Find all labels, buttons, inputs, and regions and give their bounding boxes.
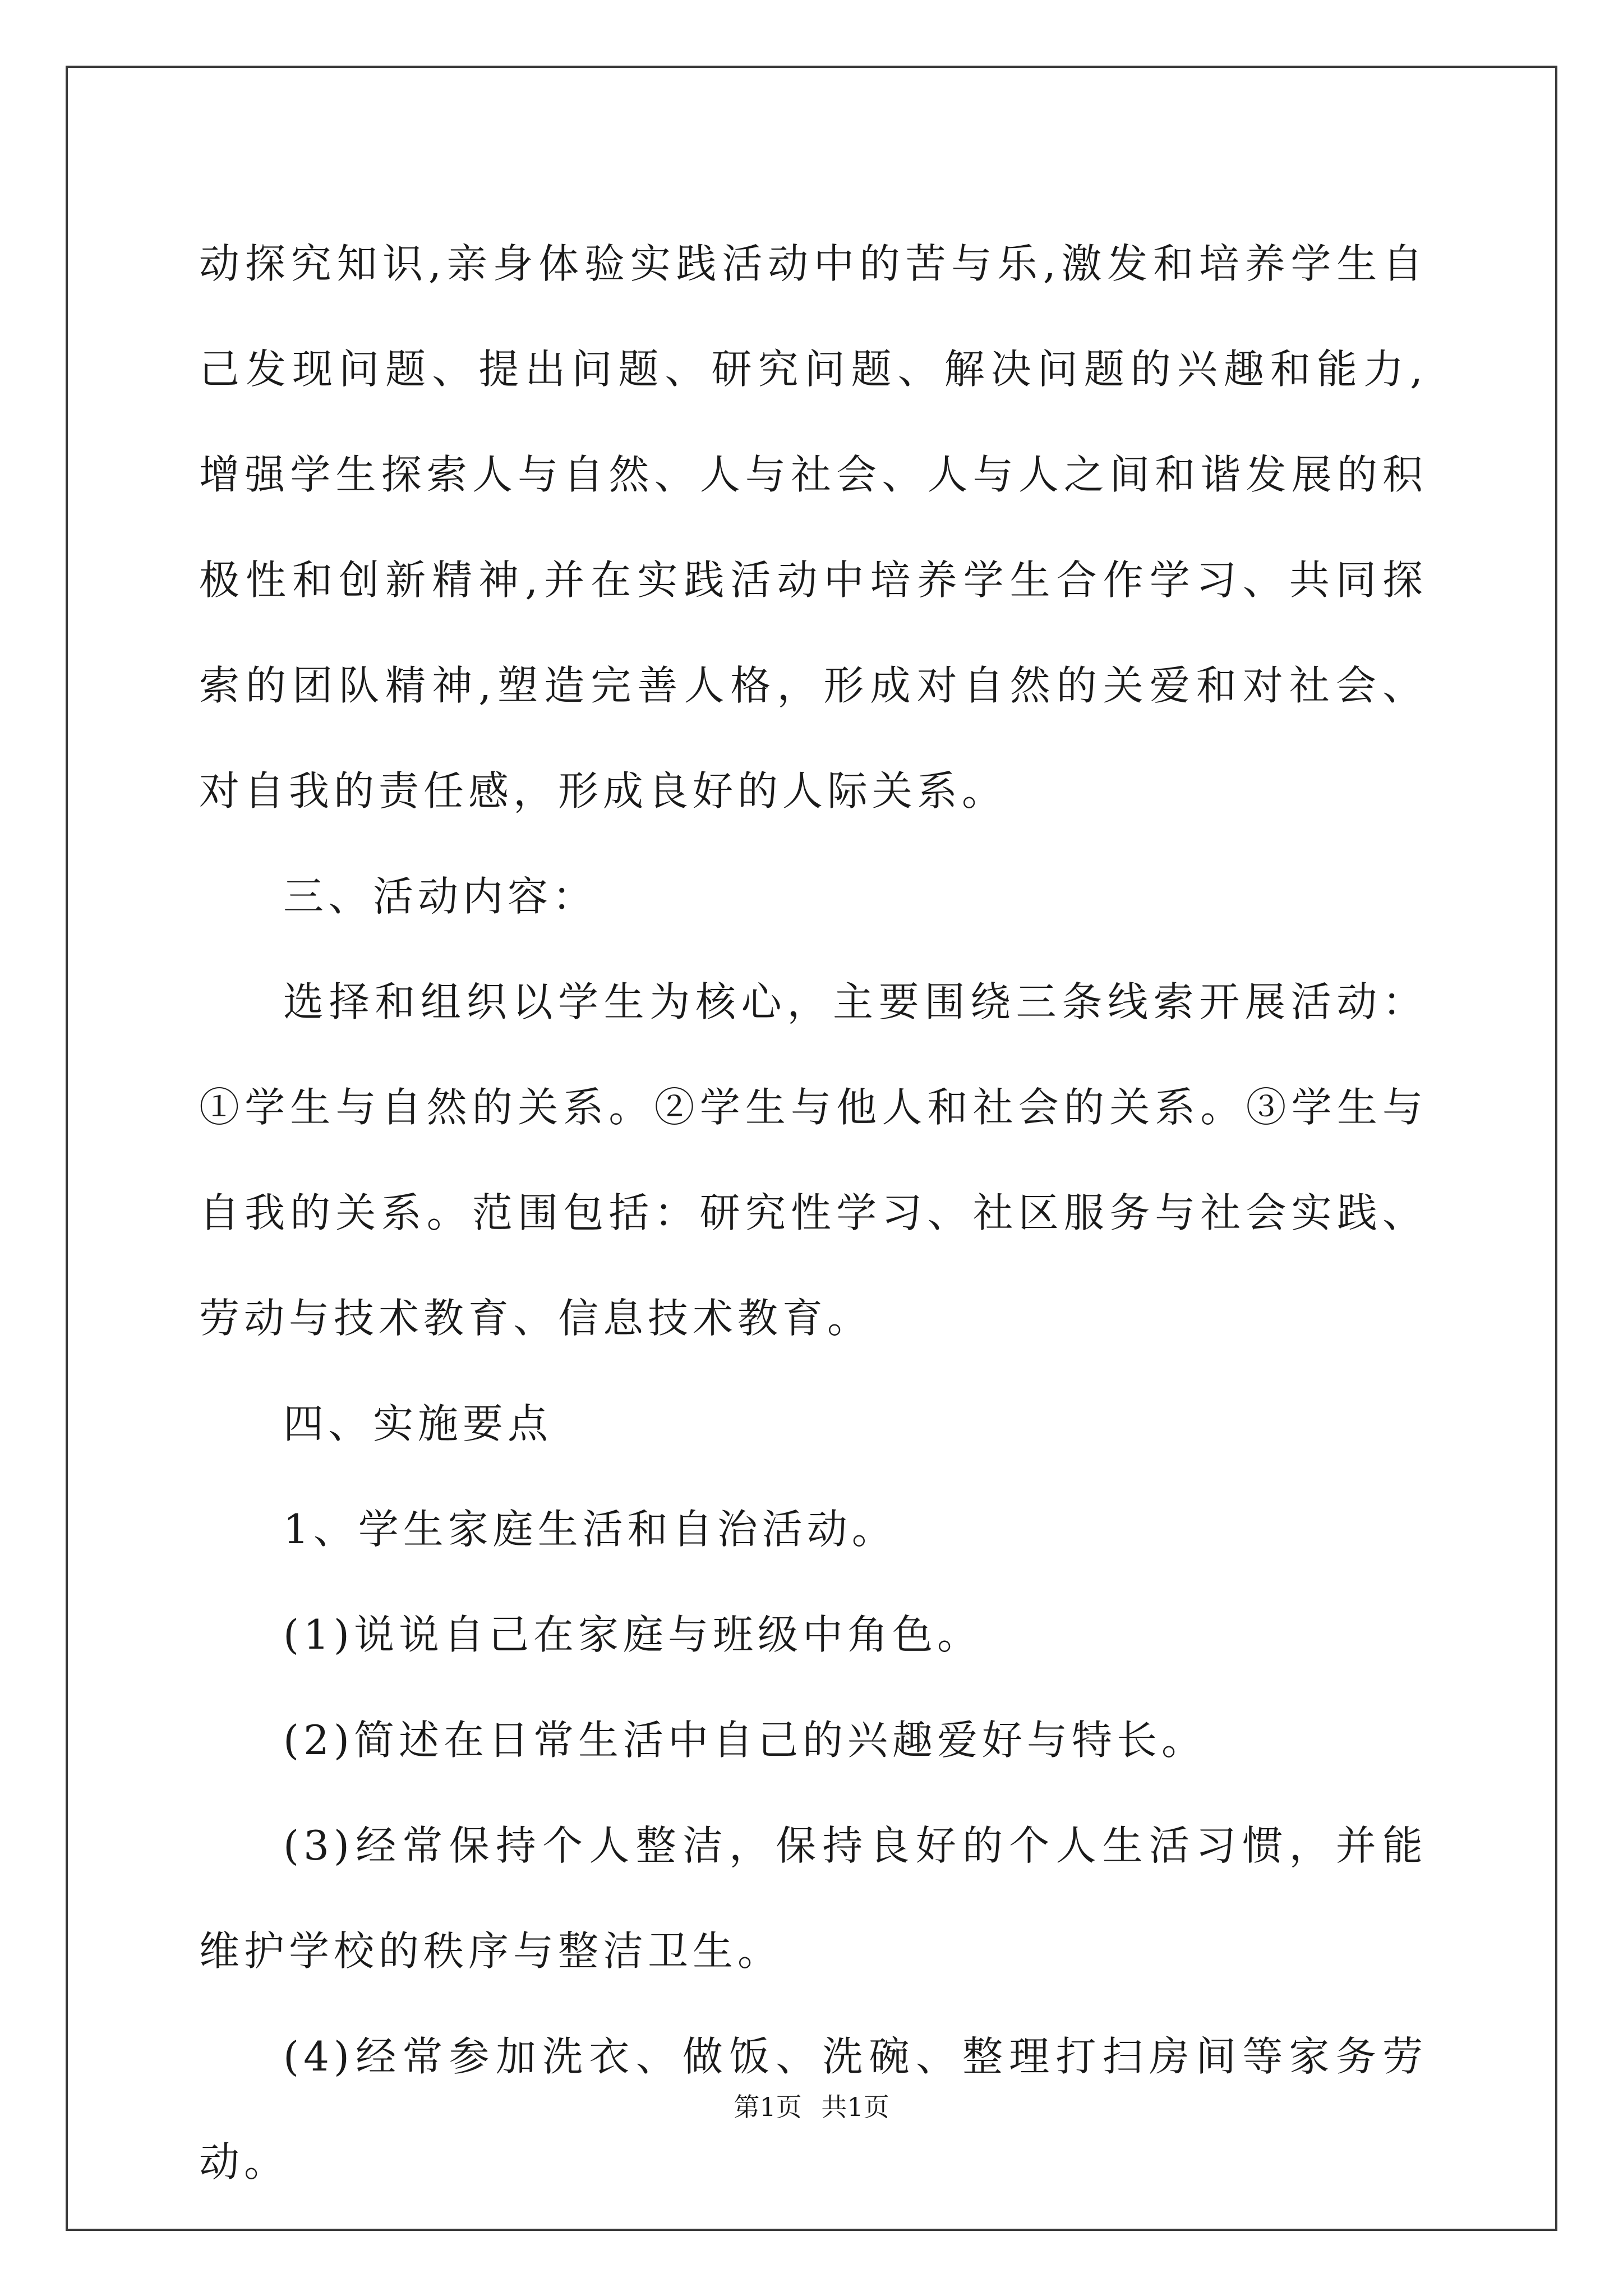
document-body bbox=[199, 211, 1427, 2215]
page-footer bbox=[0, 2087, 1623, 2124]
subheading-family-life: 1、学生家庭生活和自治活动。 bbox=[283, 1506, 897, 1553]
list-item-4: (4)经常参加洗衣、做饭、洗碗、整理打扫房间等家务劳动。 bbox=[199, 2033, 1427, 2185]
section-heading-activity-content: 三、活动内容： bbox=[283, 873, 598, 920]
section-heading-implementation-points: 四、实施要点 bbox=[283, 1400, 553, 1447]
list-item-3: (3)经常保持个人整洁，保持良好的个人生活习惯，并能维护学校的秩序与整洁卫生。 bbox=[199, 1822, 1427, 1975]
list-item-2: (2)简述在日常生活中自己的兴趣爱好与特长。 bbox=[283, 1717, 1206, 1764]
paragraph-intro-continued: 动探究知识,亲身体验实践活动中的苦与乐,激发和培养学生自己发现问题、提出问题、研究问题、解决问题的兴趣和能力,增强学生探索人与自然、人与社会、人与人之间和谐发展的积极性和创新精神,并在实践活动中培养学生合作学习、共同探索的团队精神,塑造完善人格，形成对自然的关爱和对社会、对自我的责任感，形成良好的人际关系。 bbox=[199, 240, 1427, 815]
page-number: 第1页 bbox=[734, 2092, 802, 2122]
paragraph-activity-content: 选择和组织以学生为核心，主要围绕三条线索开展活动：①学生与自然的关系。②学生与他人和社会的关系。③学生与自我的关系。范围包括：研究性学习、社区服务与社会实践、劳动与技术教育、信息技术教育。 bbox=[199, 978, 1427, 1342]
list-item-1: (1)说说自己在家庭与班级中角色。 bbox=[283, 1611, 982, 1658]
page-total: 共1页 bbox=[821, 2092, 889, 2122]
